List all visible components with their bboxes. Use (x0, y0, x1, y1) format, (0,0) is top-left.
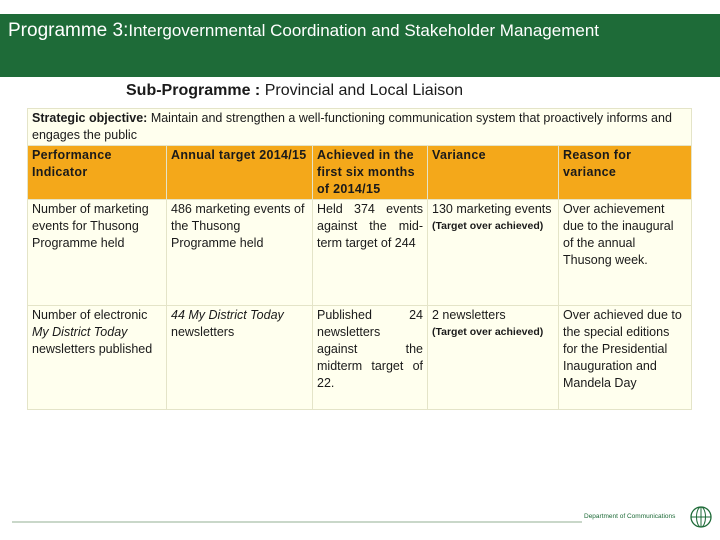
performance-table (27, 108, 692, 410)
page-title (8, 20, 718, 42)
target-cell: 486 marketing events of the Thusong Programme held (167, 200, 313, 306)
achieved-cell: Held 374 events against the mid-term target of 244 (313, 200, 428, 306)
globe-icon (690, 506, 712, 528)
target-cell (167, 306, 313, 410)
col-header-indicator: Performance Indicator (28, 146, 167, 200)
target-text-em: 44 My District Today (171, 308, 284, 322)
table-row (28, 306, 692, 410)
col-header-variance: Variance (428, 146, 559, 200)
indicator-text-post: newsletters published (32, 342, 153, 356)
indicator-text-pre: Number of electronic (32, 308, 148, 322)
footer-divider (12, 521, 582, 523)
objective-text: Maintain and strengthen a well-functioning communication system that proactively informs and engages the public (32, 111, 672, 142)
sub-programme-heading (126, 82, 463, 100)
achieved-cell: Published 24 newsletters against the midterm target of 22. (313, 306, 428, 410)
programme-name: Intergovernmental Coordination and Stakeholder Management (128, 21, 600, 40)
reason-cell: Over achieved due to the special editions for the Presidential Inauguration and Mandela Day (559, 306, 692, 410)
indicator-cell: Number of marketing events for Thusong Programme held (28, 200, 167, 306)
variance-value: 130 marketing events (432, 202, 552, 216)
indicator-cell (28, 306, 167, 410)
reason-cell: Over achievement due to the inaugural of the annual Thusong week. (559, 200, 692, 306)
col-header-achieved: Achieved in the first six months of 2014/15 (313, 146, 428, 200)
objective-row (28, 109, 692, 146)
programme-label: Programme 3: (8, 20, 129, 41)
sub-programme-value: Provincial and Local Liaison (264, 82, 464, 99)
objective-cell (28, 109, 692, 146)
variance-cell (428, 200, 559, 306)
col-header-reason: Reason for variance (559, 146, 692, 200)
header-row (28, 146, 692, 200)
variance-value: 2 newsletters (432, 308, 506, 322)
variance-note: (Target over achieved) (432, 220, 544, 232)
col-header-target: Annual target 2014/15 (167, 146, 313, 200)
variance-note: (Target over achieved) (432, 326, 544, 338)
objective-label: Strategic objective: (32, 111, 148, 125)
sub-programme-label: Sub-Programme : (126, 82, 261, 99)
target-text-post: newsletters (171, 325, 235, 339)
table-row (28, 200, 692, 306)
variance-cell (428, 306, 559, 410)
indicator-text-em: My District Today (32, 325, 128, 339)
department-logo-text: Department of Communications (584, 513, 676, 520)
